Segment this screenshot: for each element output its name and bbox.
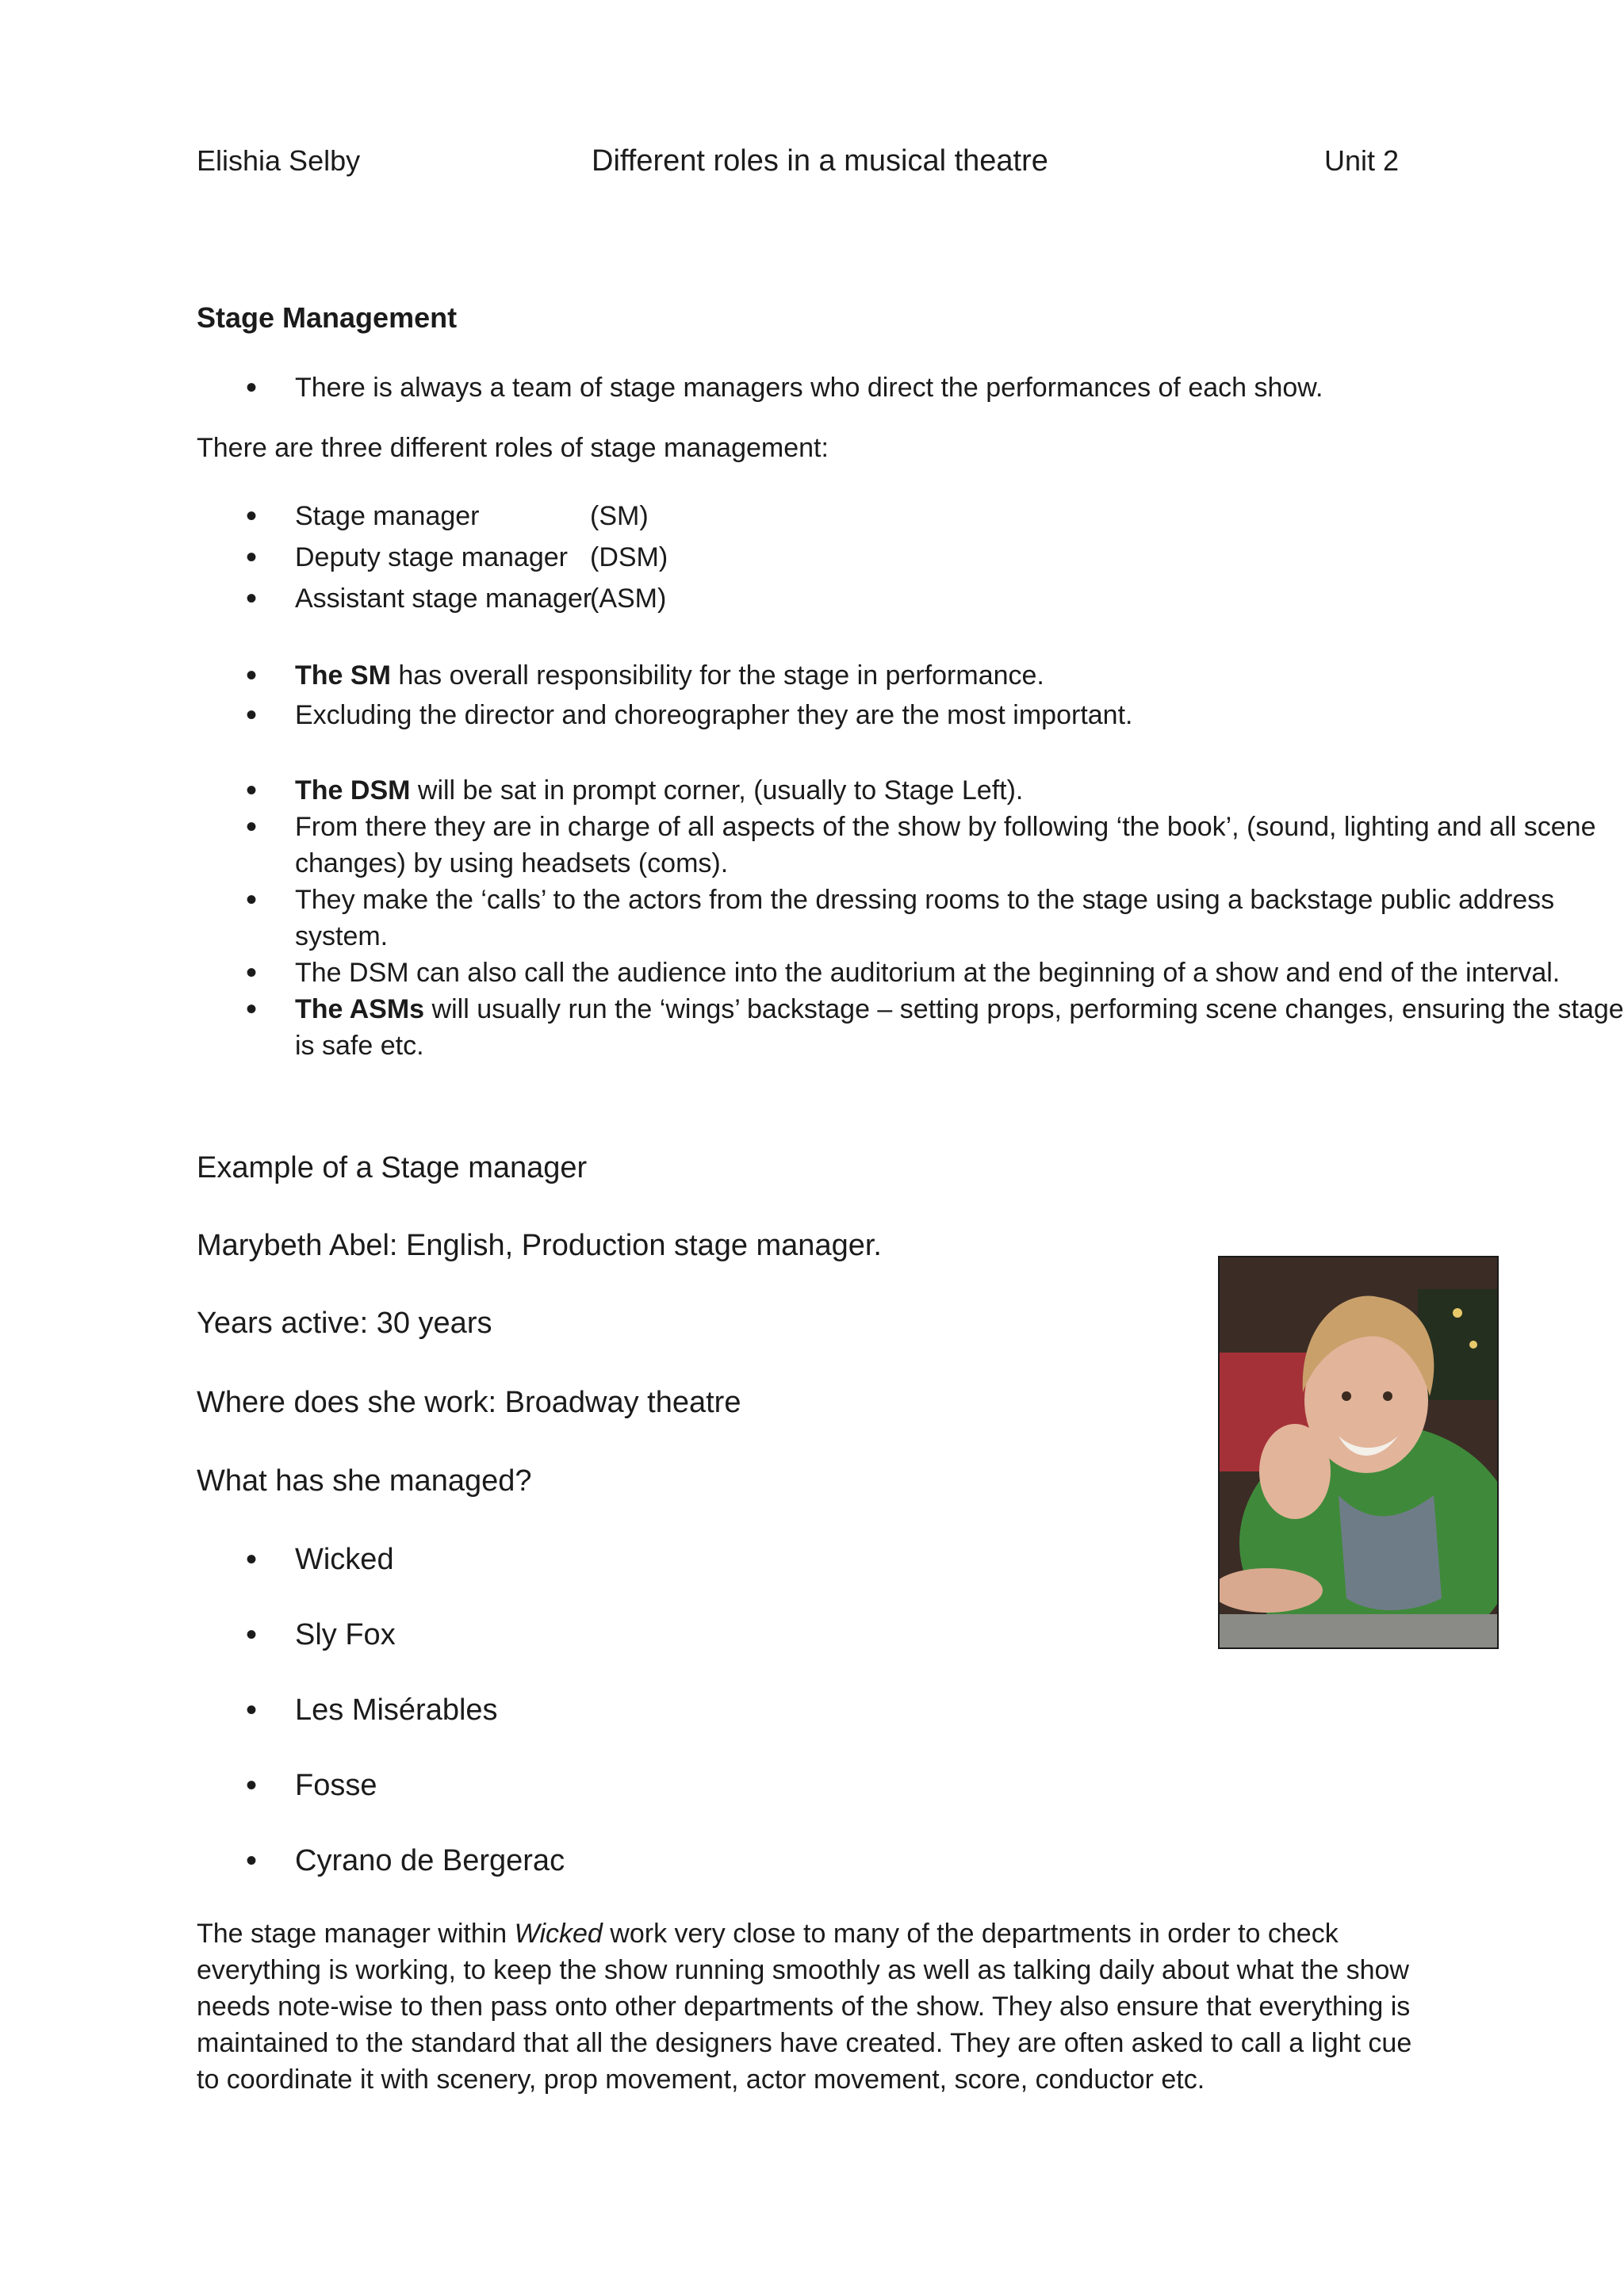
shows-list [197,1522,565,1899]
show-item: • Sly Fox [197,1598,565,1673]
example-work-line: Where does she work: Broadway theatre [197,1386,741,1419]
paragraph-rest: work very close to many of the departments in order to check everything is working, to keep the show running smoothly as well as talking daily about what the show needs note-wise to then pass onto other departments of the show. They also ensure that everything is maintained to the standard that all the designers have created. They are often asked to call a light cue to coordinate it with scenery, prop movement, actor movement, score, conductor etc. [197,1919,1412,2095]
stage-manager-paragraph [197,1915,1434,2098]
bullet-text: From there they are in charge of all aspects of the show by following ‘the book’, (sound, lighting and all scene changes) by using headsets (coms). [295,812,1596,878]
dsm-bullet [197,955,1624,991]
example-years-line: Years active: 30 years [197,1307,492,1340]
paragraph-text [197,1915,1434,2098]
header-author: Elishia Selby [197,144,361,177]
intro-bullet: • There is always a team of stage managers who direct the performances of each show. [197,369,1323,406]
header-title: Different roles in a musical theatre [592,144,1048,178]
dsm-bullet-list [197,772,1624,1064]
example-managed-question: What has she managed? [197,1464,532,1498]
bullet-text: has overall responsibility for the stage in performance. [390,660,1044,691]
header-unit: Unit 2 [1324,144,1400,177]
role-abbr: (ASM) [590,584,667,614]
show-item: • Fosse [197,1748,565,1823]
asm-bullet [197,991,1624,1064]
role-name: Deputy stage manager [295,542,568,572]
bullet-text: will usually run the ‘wings’ backstage – setting props, performing scene changes, ensuring the stage is safe etc. [295,994,1624,1061]
portrait-image [1220,1257,1497,1647]
bullet-text: Excluding the director and choreographer they are the most important. [295,700,1133,730]
role-name: Assistant stage manager [295,584,592,614]
paragraph-italic: Wicked [514,1919,603,1949]
sm-bullet [197,695,1132,735]
page-header [197,144,1402,184]
bullet-bold: The SM [295,660,391,691]
role-item [197,496,649,537]
dsm-bullet [197,882,1624,955]
bullet-text: will be sat in prompt corner, (usually to Stage Left). [410,775,1024,806]
role-abbr: (DSM) [590,542,668,572]
bullet-bold: The DSM [295,775,411,806]
role-item [197,537,668,578]
sm-bullet-list [197,656,1132,735]
show-item: • Les Misérables [197,1673,565,1748]
sm-bullet [197,656,1132,695]
show-item: • Wicked [197,1522,565,1598]
intro-bullet-list [197,369,1323,406]
example-name-line: Marybeth Abel: English, Production stage manager. [197,1229,882,1262]
role-name: Stage manager [295,501,480,531]
roles-intro: There are three different roles of stage management: [197,433,829,463]
bullet-text: The DSM can also call the audience into the auditorium at the beginning of a show and end of the interval. [295,958,1561,988]
dsm-bullet [197,772,1624,809]
roles-list [197,496,668,619]
bullet-text: They make the ‘calls’ to the actors from the dressing rooms to the stage using a backstage public address system. [295,885,1555,951]
role-abbr: (SM) [590,501,649,531]
dsm-bullet [197,809,1624,882]
portrait-photo [1218,1256,1499,1649]
bullet-bold: The ASMs [295,994,425,1024]
example-heading: Example of a Stage manager [197,1151,588,1184]
show-item: • Cyrano de Bergerac [197,1823,565,1899]
section-title: Stage Management [197,301,458,334]
paragraph-lead: The stage manager within [197,1919,515,1949]
role-item [197,578,667,619]
